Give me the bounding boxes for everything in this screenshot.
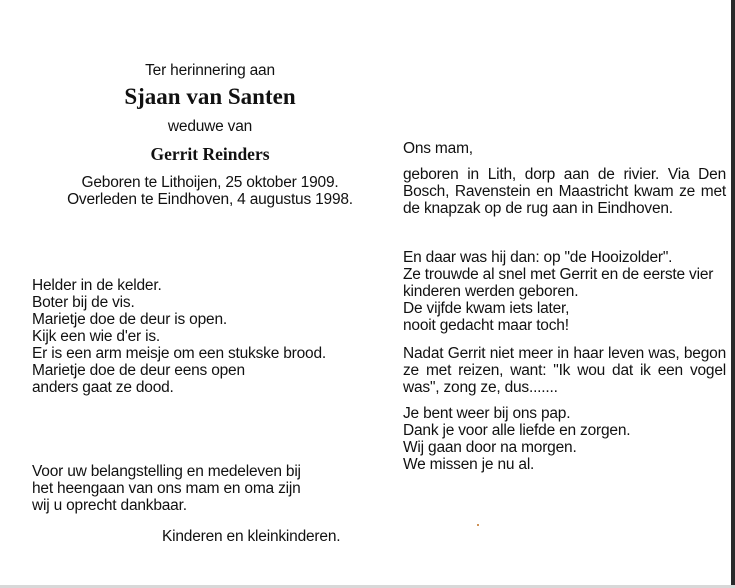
para-line: En daar was hij dan: op "de Hooizolder". [403, 249, 673, 266]
poem-line: Marietje doe de deur eens open [32, 362, 245, 379]
para-line: Je bent weer bij ons pap. [403, 405, 571, 422]
speck-mark [477, 524, 479, 526]
intro-text: Ter herinnering aan [145, 62, 275, 79]
para-line: We missen je nu al. [403, 456, 535, 473]
para-line: Wij gaan door na morgen. [403, 439, 577, 456]
thanks-text [32, 463, 311, 514]
para-line: De vijfde kwam iets later, [403, 300, 570, 317]
para-line: Ze trouwde al snel met Gerrit en de eerste vier [403, 266, 714, 283]
paragraph-origin: geboren in Lith, dorp aan de rivier. Via Den Bosch, Ravenstein en Maastricht kwam ze met de knapzak op de rug aan in Eindhoven. [403, 166, 726, 217]
died-line: Overleden te Eindhoven, 4 augustus 1998. [67, 191, 353, 208]
paragraph-marriage [403, 249, 733, 334]
poem-line: anders gaat ze dood. [32, 379, 174, 396]
poem-line: Marietje doe de deur is open. [32, 311, 227, 328]
poem-line: Kijk een wie d'er is. [32, 328, 160, 345]
para-line: nooit gedacht maar toch! [403, 317, 569, 334]
poem-left [32, 277, 372, 396]
signature: Kinderen en kleinkinderen. [162, 528, 341, 545]
thanks-paragraph: Voor uw belangstelling en medeleven bij het heengaan van ons mam en oma zijn wij u oprecht dankbaar. [32, 463, 301, 514]
paragraph-farewell [403, 405, 726, 473]
born-line: Geboren te Lithoijen, 25 oktober 1909. [81, 174, 339, 191]
poem-line: Boter bij de vis. [32, 294, 135, 311]
para-line: kinderen werden geboren. [403, 283, 579, 300]
poem-line: Er is een arm meisje om een stukske brood. [32, 345, 326, 362]
greeting: Ons mam, [403, 140, 473, 157]
paragraph-travel: Nadat Gerrit niet meer in haar leven was, begon ze met reizen, want: "Ik wou dat ik een vogel was", zong ze, dus....... [403, 345, 726, 396]
poem-line: Helder in de kelder. [32, 277, 162, 294]
para-line: Dank je voor alle liefde en zorgen. [403, 422, 631, 439]
spouse-name: Gerrit Reinders [150, 144, 270, 164]
scan-edge-right [731, 0, 735, 588]
deceased-name: Sjaan van Santen [124, 84, 296, 109]
relation-text: weduwe van [167, 118, 253, 135]
